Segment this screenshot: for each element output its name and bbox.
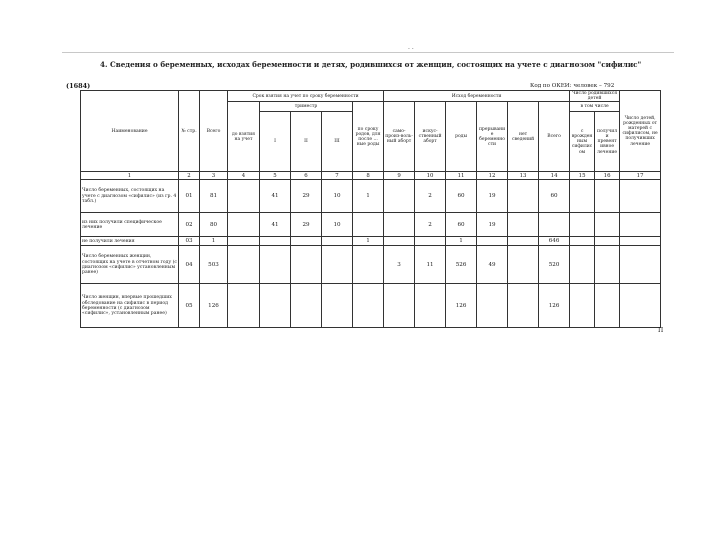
header-group-born: Число родившихся детей bbox=[570, 91, 620, 102]
table-row: Число беременных женщин, состоящих на учете в отчетном году (с диагнозом «сифилис» установленным ранее) 04 503 3 11 526 49 520 bbox=[81, 246, 661, 284]
page-marker: . . bbox=[408, 44, 414, 51]
header-col12: прерывание беременности bbox=[477, 102, 508, 172]
header-row-no: № стр. bbox=[179, 91, 200, 172]
okei-code: Код по ОКЕИ: человек – 792 bbox=[530, 83, 615, 89]
header-col8: по сроку родов, для после ... ные роды bbox=[353, 102, 384, 172]
table-row: не получили лечения 03 1 1 1 646 bbox=[81, 237, 661, 246]
header-total: Всего bbox=[200, 91, 228, 172]
header-col11: роды bbox=[446, 102, 477, 172]
header-name: Наименование bbox=[81, 91, 179, 172]
header-col10: искус-ственный аборт bbox=[415, 102, 446, 172]
header-trimester-3: III bbox=[322, 112, 353, 172]
header-divider bbox=[62, 52, 674, 53]
header-col9: само-произ-воль-ный аборт bbox=[384, 102, 415, 172]
header-col17: Число детей, рожденных от матерей с сифилисом, не получивших лечение bbox=[620, 91, 661, 172]
header-trimester-2: II bbox=[291, 112, 322, 172]
section-title: 4. Сведения о беременных, исходах беременности и детях, родившихся от женщин, состоящих на учете с диагнозом "сифилис" bbox=[100, 60, 642, 69]
header-including: в том числе bbox=[570, 102, 620, 112]
header-col4: до взятия на учет bbox=[228, 102, 260, 172]
header-group-ended: Исход беременности bbox=[384, 91, 570, 102]
header-col13: нет сведений bbox=[508, 102, 539, 172]
header-trimesters: триместр bbox=[260, 102, 353, 112]
table-row: Число женщин, впервые прошедших обследование на сифилис в период беременности (с диагнозом «сифилис», установленным ранее) 05 126 126 126 bbox=[81, 284, 661, 328]
table-row: из них получили специфическое лечение 02 80 41 29 10 2 60 19 bbox=[81, 213, 661, 237]
form-code: (1684) bbox=[66, 82, 91, 90]
header-col15: с врожденным сифилисом bbox=[570, 112, 595, 172]
header-col16: получили превентивное лечение bbox=[595, 112, 620, 172]
header-group-early: Срок взятия на учет по сроку беременности bbox=[228, 91, 384, 102]
pregnancy-table bbox=[80, 90, 661, 328]
end-mark: П bbox=[658, 327, 664, 334]
header-col14: Всего bbox=[539, 102, 570, 172]
header-trimester-1: I bbox=[260, 112, 291, 172]
column-index-row: 1 2 3 4 5 6 7 8 9 10 11 12 13 14 15 16 17 bbox=[81, 172, 661, 180]
table-row: Число беременных, состоящих на учете с диагнозом «сифилис» (из гр. 4 табл.) 01 81 41 29 10 1 2 60 19 60 bbox=[81, 180, 661, 213]
